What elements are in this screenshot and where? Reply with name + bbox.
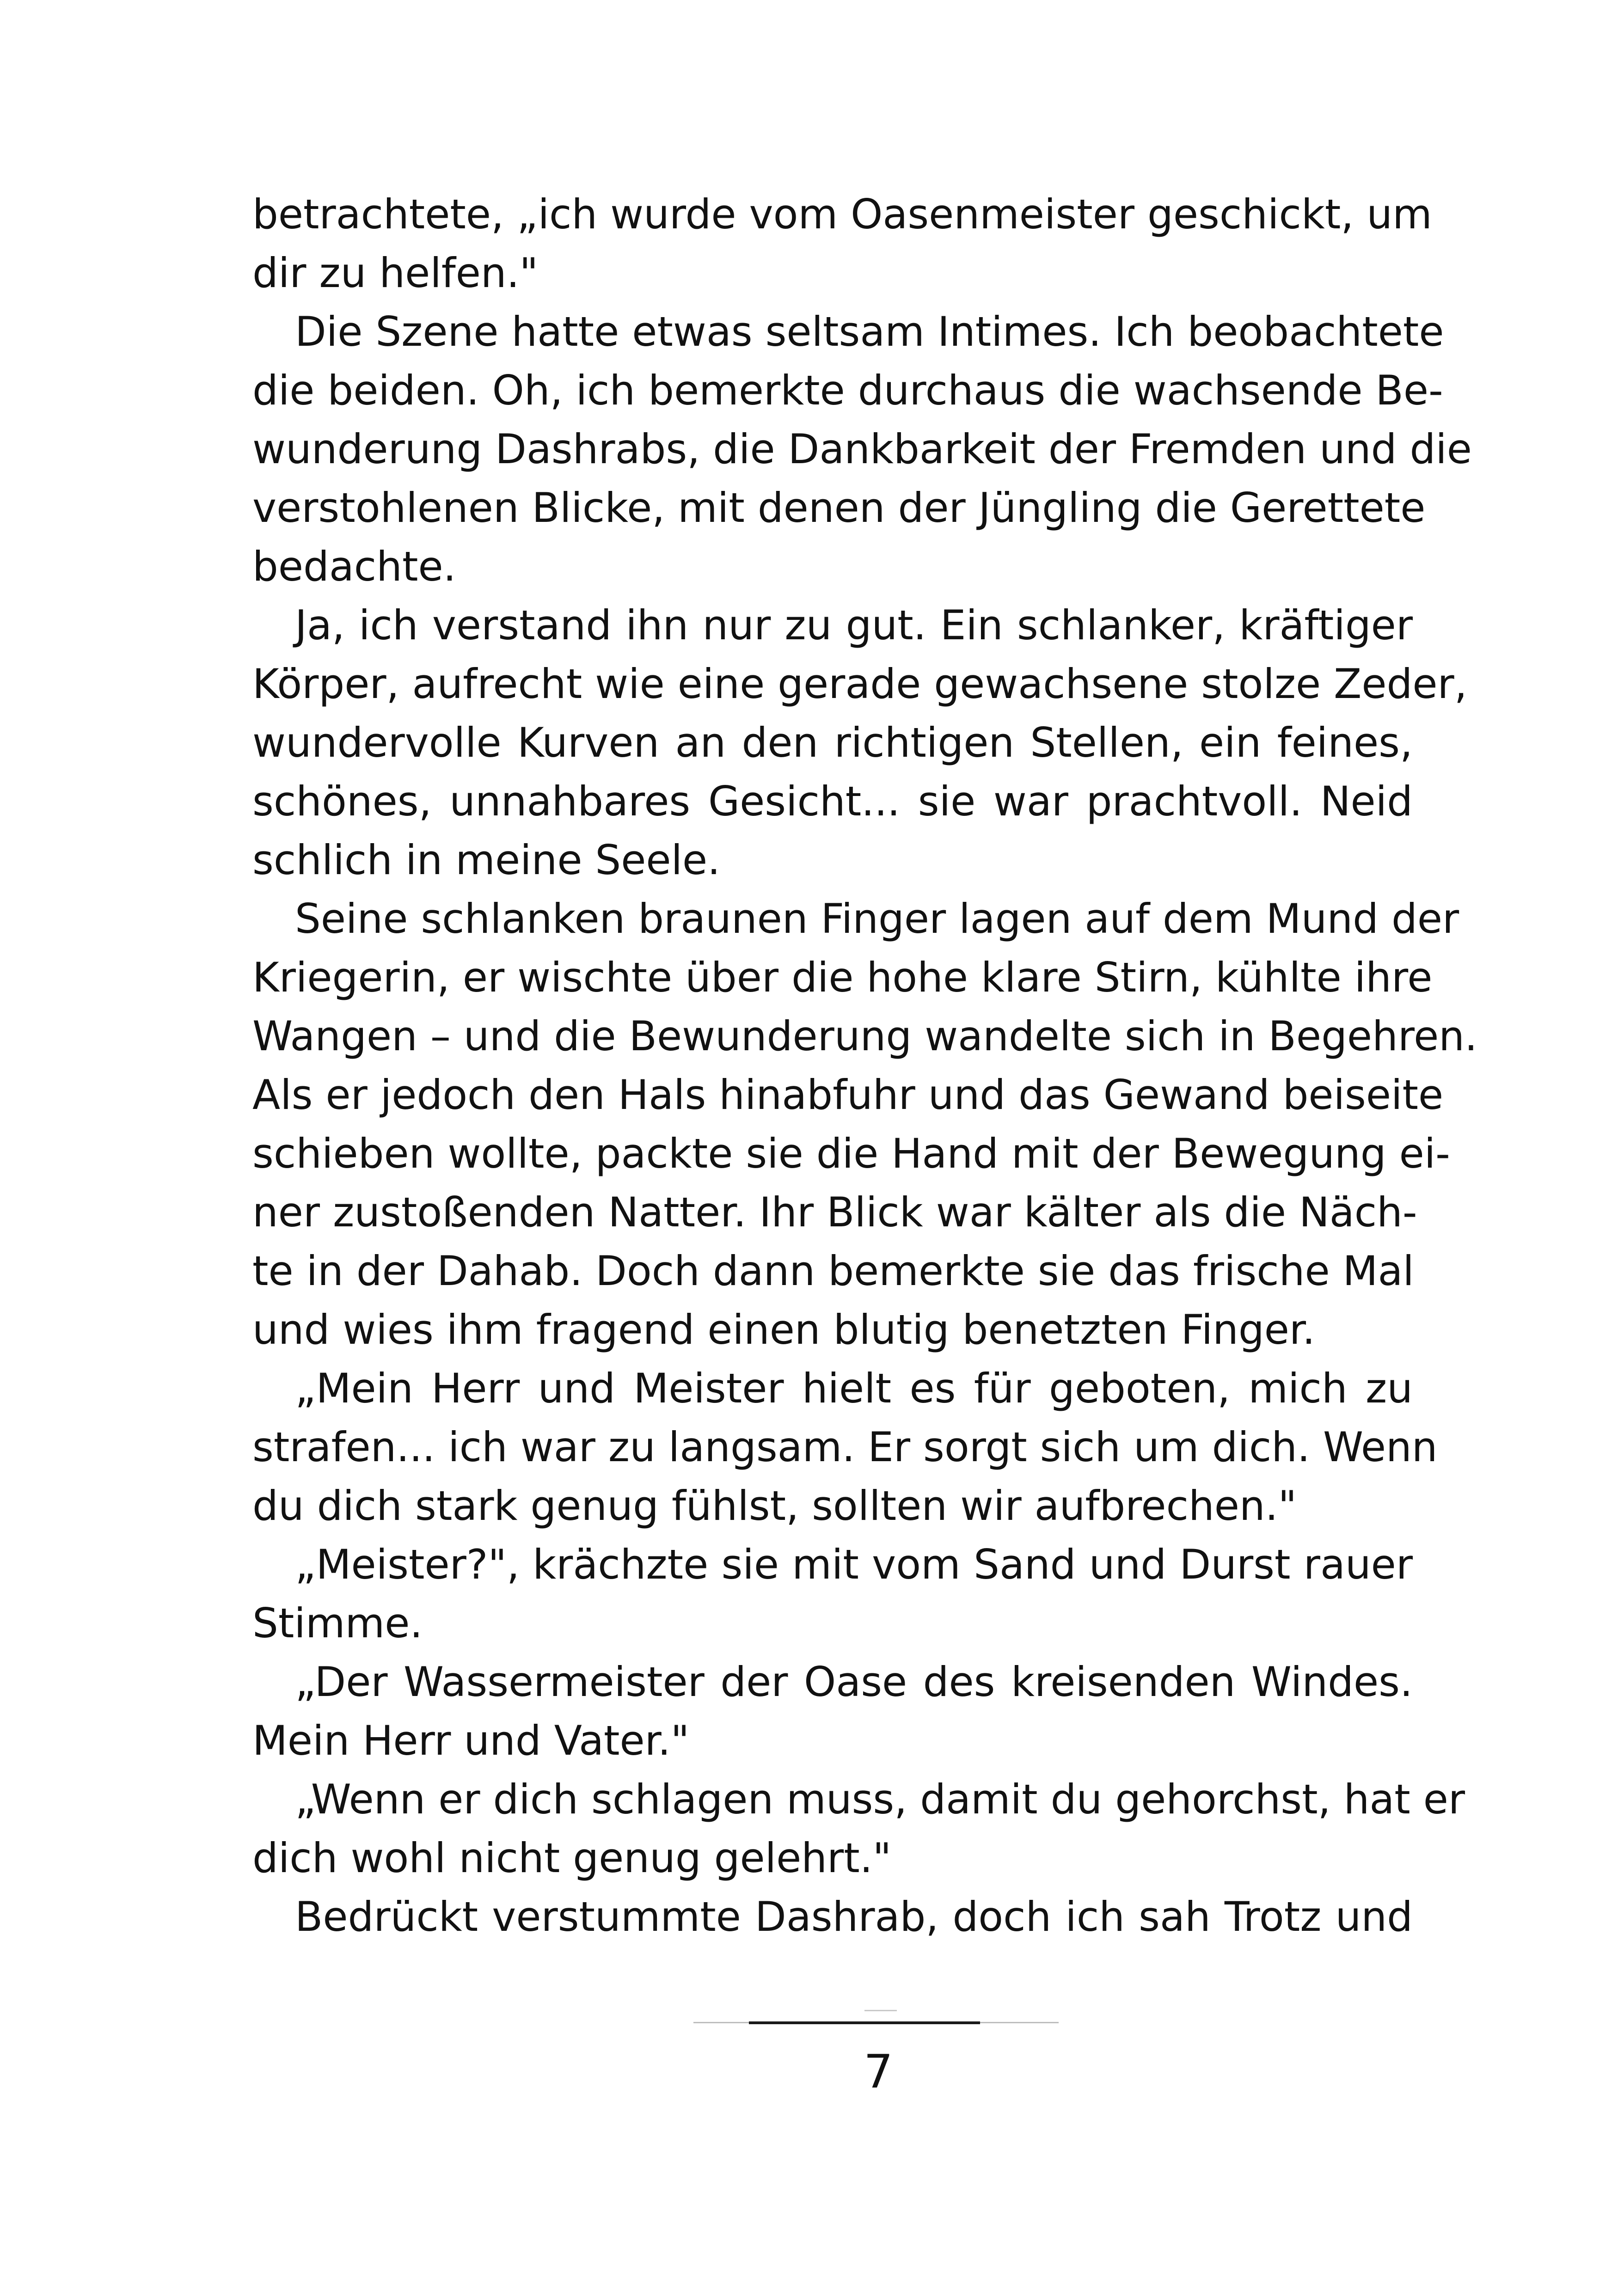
text-line: dich wohl nicht genug gelehrt." [252,1834,892,1882]
text-line: betrachtete, „ich wurde vom Oasenmeister geschickt, um [252,190,1432,238]
text-line: Bedrückt verstummte Dashrab, doch ich sah Trotz und [295,1893,1413,1941]
paragraph [252,1653,1413,1770]
page-footer [693,2002,1063,2122]
text-line: Kriegerin, er wischte über die hohe klare Stirn, kühlte ihre [252,954,1433,1001]
paragraph [252,1535,1413,1653]
text-line: wundervolle Kurven an den richtigen Stellen, ein feines, [252,719,1413,766]
text-line: Als er jedoch den Hals hinabfuhr und das Gewand beiseite [252,1071,1444,1119]
text-line: Wangen – und die Bewunderung wandelte sich in Begehren. [252,1012,1477,1060]
text-line: Ja, ich verstand ihn nur zu gut. Ein schlanker, kräftiger [295,601,1413,649]
text-line: „Mein Herr und Meister hielt es für geboten, mich zu [295,1365,1413,1412]
text-line: te in der Dahab. Doch dann bemerkte sie das frische Mal [252,1247,1414,1295]
text-line: Mein Herr und Vater." [252,1717,690,1764]
paragraph [252,1359,1438,1535]
text-line: schieben wollte, packte sie die Hand mit der Bewegung ei- [252,1130,1450,1177]
text-line: die beiden. Oh, ich bemerkte durchaus die wachsende Be- [252,367,1443,414]
paragraph [252,1770,1465,1887]
text-line: schönes, unnahbares Gesicht... sie war prachtvoll. Neid [252,778,1413,825]
text-line: Körper, aufrecht wie eine gerade gewachsene stolze Zeder, [252,660,1467,708]
footer-rule-mark [864,2010,897,2011]
text-line: dir zu helfen." [252,249,539,297]
text-line: und wies ihm fragend einen blutig benetzten Finger. [252,1306,1315,1353]
paragraph [252,302,1472,596]
paragraph [252,596,1467,889]
text-line: „Der Wassermeister der Oase des kreisenden Windes. [295,1658,1413,1706]
paragraph [252,1887,1413,1946]
footer-rule-thick [749,2021,980,2024]
text-line: verstohlenen Blicke, mit denen der Jüngling die Gerettete [252,484,1426,532]
text-line: strafen... ich war zu langsam. Er sorgt sich um dich. Wenn [252,1423,1438,1471]
text-line: „Meister?", krächzte sie mit vom Sand und Durst rauer [295,1541,1413,1588]
text-line: wunderung Dashrabs, die Dankbarkeit der Fremden und die [252,425,1472,473]
page-number: 7 [864,2045,893,2099]
paragraph [252,185,1432,302]
paragraph [252,889,1477,1359]
text-line: schlich in meine Seele. [252,836,721,884]
body-text [252,185,1477,1946]
text-line: bedachte. [252,543,456,590]
text-line: du dich stark genug fühlst, sollten wir aufbrechen." [252,1482,1297,1530]
text-line: Die Szene hatte etwas seltsam Intimes. Ich beobachtete [295,308,1444,355]
text-line: „Wenn er dich schlagen muss, damit du gehorchst, hat er [295,1776,1465,1823]
text-line: Stimme. [252,1599,423,1647]
text-line: Seine schlanken braunen Finger lagen auf dem Mund der [295,895,1459,943]
text-line: ner zustoßenden Natter. Ihr Blick war kälter als die Näch- [252,1188,1417,1236]
